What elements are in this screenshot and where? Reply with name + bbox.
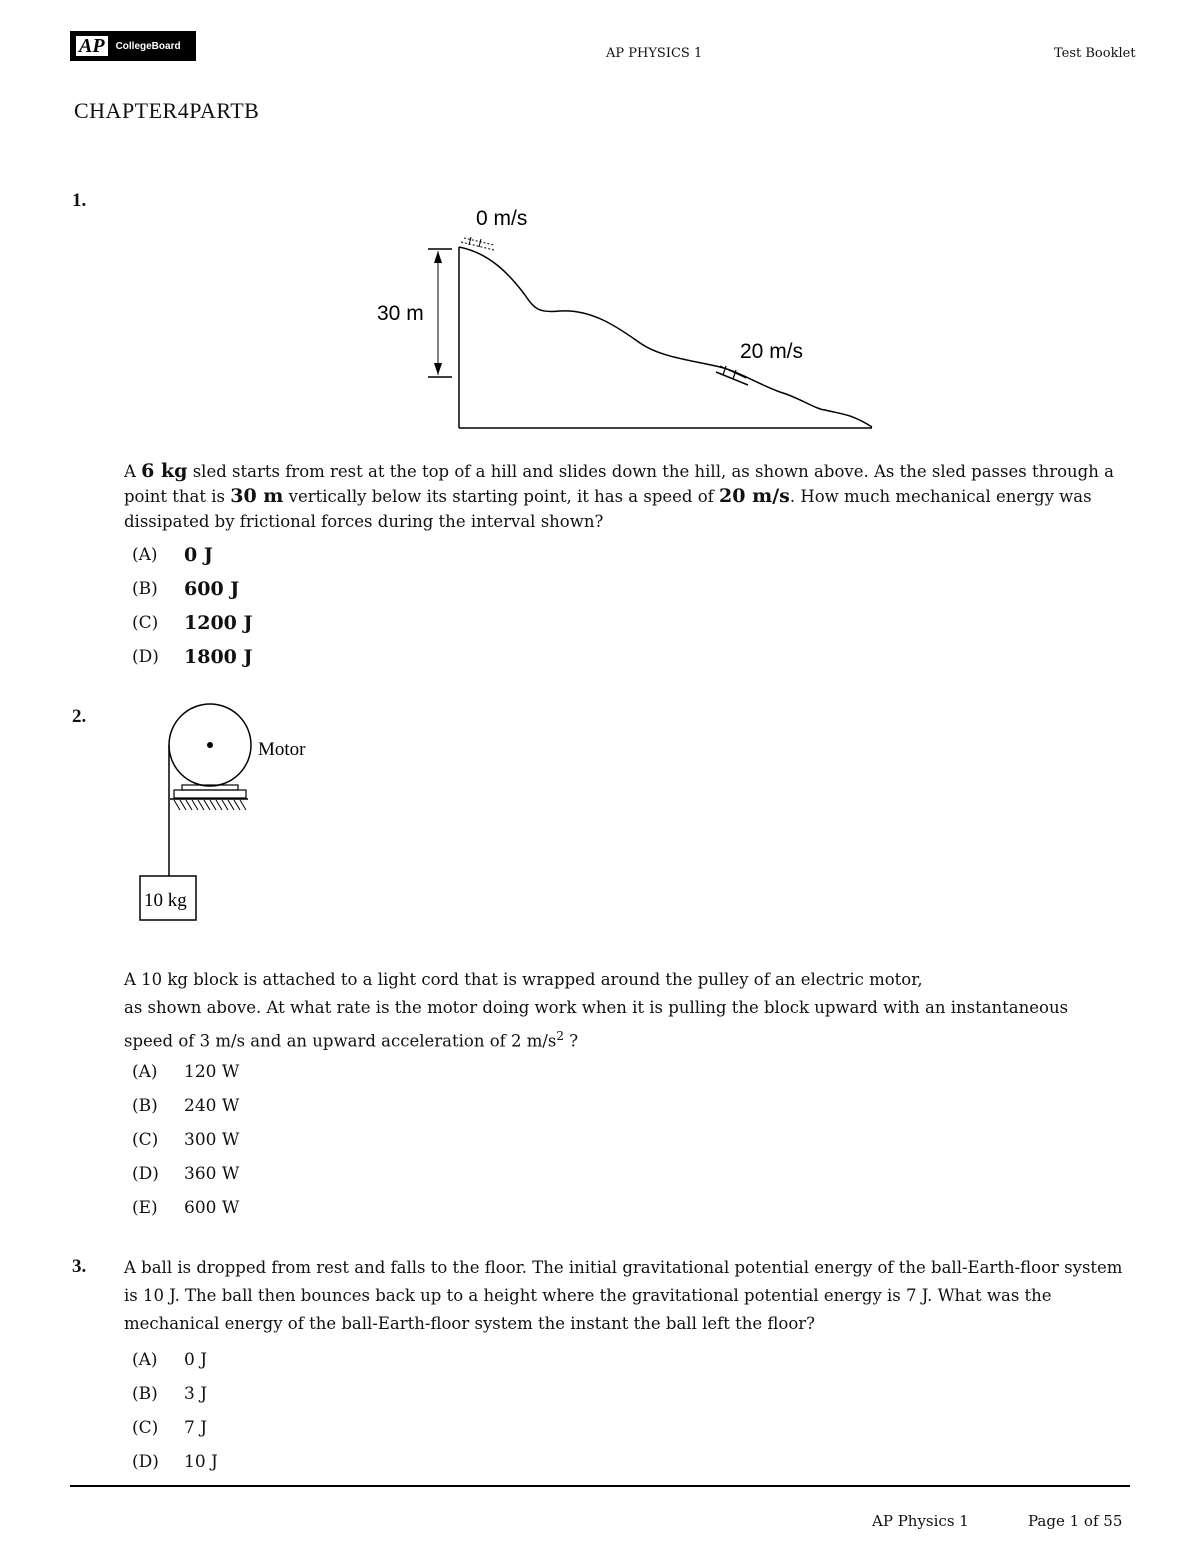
question-3-options (132, 1343, 218, 1479)
option-text: 360 W (184, 1164, 240, 1184)
logo-collegeboard-text: CollegeBoard (115, 40, 181, 52)
q3-option-c[interactable] (132, 1411, 218, 1445)
option-text: 3 J (184, 1384, 208, 1404)
option-letter: (D) (132, 1164, 159, 1184)
option-letter: (A) (132, 1062, 158, 1082)
q2-option-b[interactable] (132, 1089, 239, 1123)
option-letter: (D) (132, 647, 159, 667)
option-letter: (C) (132, 613, 159, 633)
q2-stem-text: speed of 3 m/s and an upward acceleration of 2 m/s (124, 1031, 557, 1051)
q1-option-d[interactable] (132, 640, 253, 674)
option-text: 120 W (184, 1062, 240, 1082)
logo-ap-text: AP (76, 36, 108, 56)
q2-stem-line-2: as shown above. At what rate is the motor doing work when it is pulling the block upward with an instantaneous (124, 998, 1069, 1017)
q2-stem-line-1: A 10 kg block is attached to a light cord that is wrapped around the pulley of an electric motor, (124, 970, 923, 989)
option-letter: (A) (132, 545, 158, 565)
option-text: 0 J (184, 1350, 208, 1370)
chapter-title: CHAPTER4PARTB (74, 98, 260, 123)
option-letter: (B) (132, 1384, 158, 1404)
footer-page-number: Page 1 of 55 (1028, 1512, 1123, 1530)
question-2-stem (124, 966, 1134, 1056)
q2-stem-line-3 (124, 1022, 1134, 1056)
option-letter: (D) (132, 1452, 159, 1472)
option-text: 600 W (184, 1198, 240, 1218)
q2-superscript: 2 (556, 1029, 565, 1043)
question-1-stem (124, 459, 1134, 534)
q2-option-c[interactable] (132, 1123, 239, 1157)
q1-option-a[interactable] (132, 538, 253, 572)
header-booklet: Test Booklet (1054, 46, 1136, 61)
motor-mount-base (174, 790, 246, 798)
option-letter: (C) (132, 1130, 159, 1150)
header-course: AP PHYSICS 1 (606, 46, 703, 61)
option-text: 1200 J (184, 612, 253, 634)
hill-diagram (360, 195, 890, 440)
q1-mass-value: 6 kg (141, 460, 188, 482)
motor-label: Motor (258, 739, 306, 760)
option-text: 240 W (184, 1096, 240, 1116)
q3-option-d[interactable] (132, 1445, 218, 1479)
mass-label: 10 kg (144, 890, 187, 911)
question-2-options (132, 1055, 239, 1225)
q1-speed-value: 20 m/s (719, 485, 790, 507)
q2-option-d[interactable] (132, 1157, 239, 1191)
footer-course: AP Physics 1 (872, 1512, 969, 1530)
ap-logo (70, 31, 196, 61)
motor-diagram (130, 700, 350, 930)
option-letter: (A) (132, 1350, 158, 1370)
footer-rule (70, 1485, 1130, 1487)
option-letter: (C) (132, 1418, 159, 1438)
question-1-options (132, 538, 253, 674)
question-3-number: 3. (72, 1256, 87, 1277)
option-letter: (B) (132, 1096, 158, 1116)
bottom-speed-label: 20 m/s (740, 340, 804, 363)
pulley-axle-icon (207, 742, 213, 748)
option-text: 600 J (184, 578, 240, 600)
q3-option-b[interactable] (132, 1377, 218, 1411)
top-speed-label: 0 m/s (476, 207, 528, 230)
q2-option-e[interactable] (132, 1191, 239, 1225)
height-label: 30 m (377, 302, 424, 325)
question-1-number: 1. (72, 190, 87, 211)
q1-option-b[interactable] (132, 572, 253, 606)
option-text: 0 J (184, 544, 213, 566)
option-letter: (B) (132, 579, 158, 599)
option-text: 10 J (184, 1452, 218, 1472)
q2-stem-end: ? (564, 1031, 579, 1051)
q1-stem-text-3: vertically below its starting point, it has a speed of (283, 487, 720, 506)
q2-option-a[interactable] (132, 1055, 239, 1089)
q1-stem-text-1: A (124, 462, 142, 481)
ground-hatch-icon (174, 800, 246, 810)
option-letter: (E) (132, 1198, 158, 1218)
height-arrow-up-icon (434, 251, 442, 263)
question-3-stem: A ball is dropped from rest and falls to the floor. The initial gravitational potential energy of the ball-Earth-floor system is 10 J. The ball then bounces back up to a height where the gravitational potential energy is 7 J. What was the mechanical energy of the ball-Earth-floor system the instant the ball left the floor? (124, 1258, 1123, 1333)
q1-height-value: 30 m (230, 485, 284, 507)
option-text: 300 W (184, 1130, 240, 1150)
q1-option-c[interactable] (132, 606, 253, 640)
option-text: 1800 J (184, 646, 253, 668)
q1-stem-text-4: . How much mechanical energy was dissipated by frictional forces during the interval shown? (124, 487, 1092, 531)
hill-curve (459, 247, 872, 427)
height-arrow-down-icon (434, 363, 442, 375)
q1-stem-text-2: sled starts from rest at the top of a hill and slides down the hill, as shown above. As the sled passes through a point that is (124, 462, 1114, 506)
question-2-number: 2. (72, 706, 87, 727)
option-text: 7 J (184, 1418, 208, 1438)
q3-option-a[interactable] (132, 1343, 218, 1377)
